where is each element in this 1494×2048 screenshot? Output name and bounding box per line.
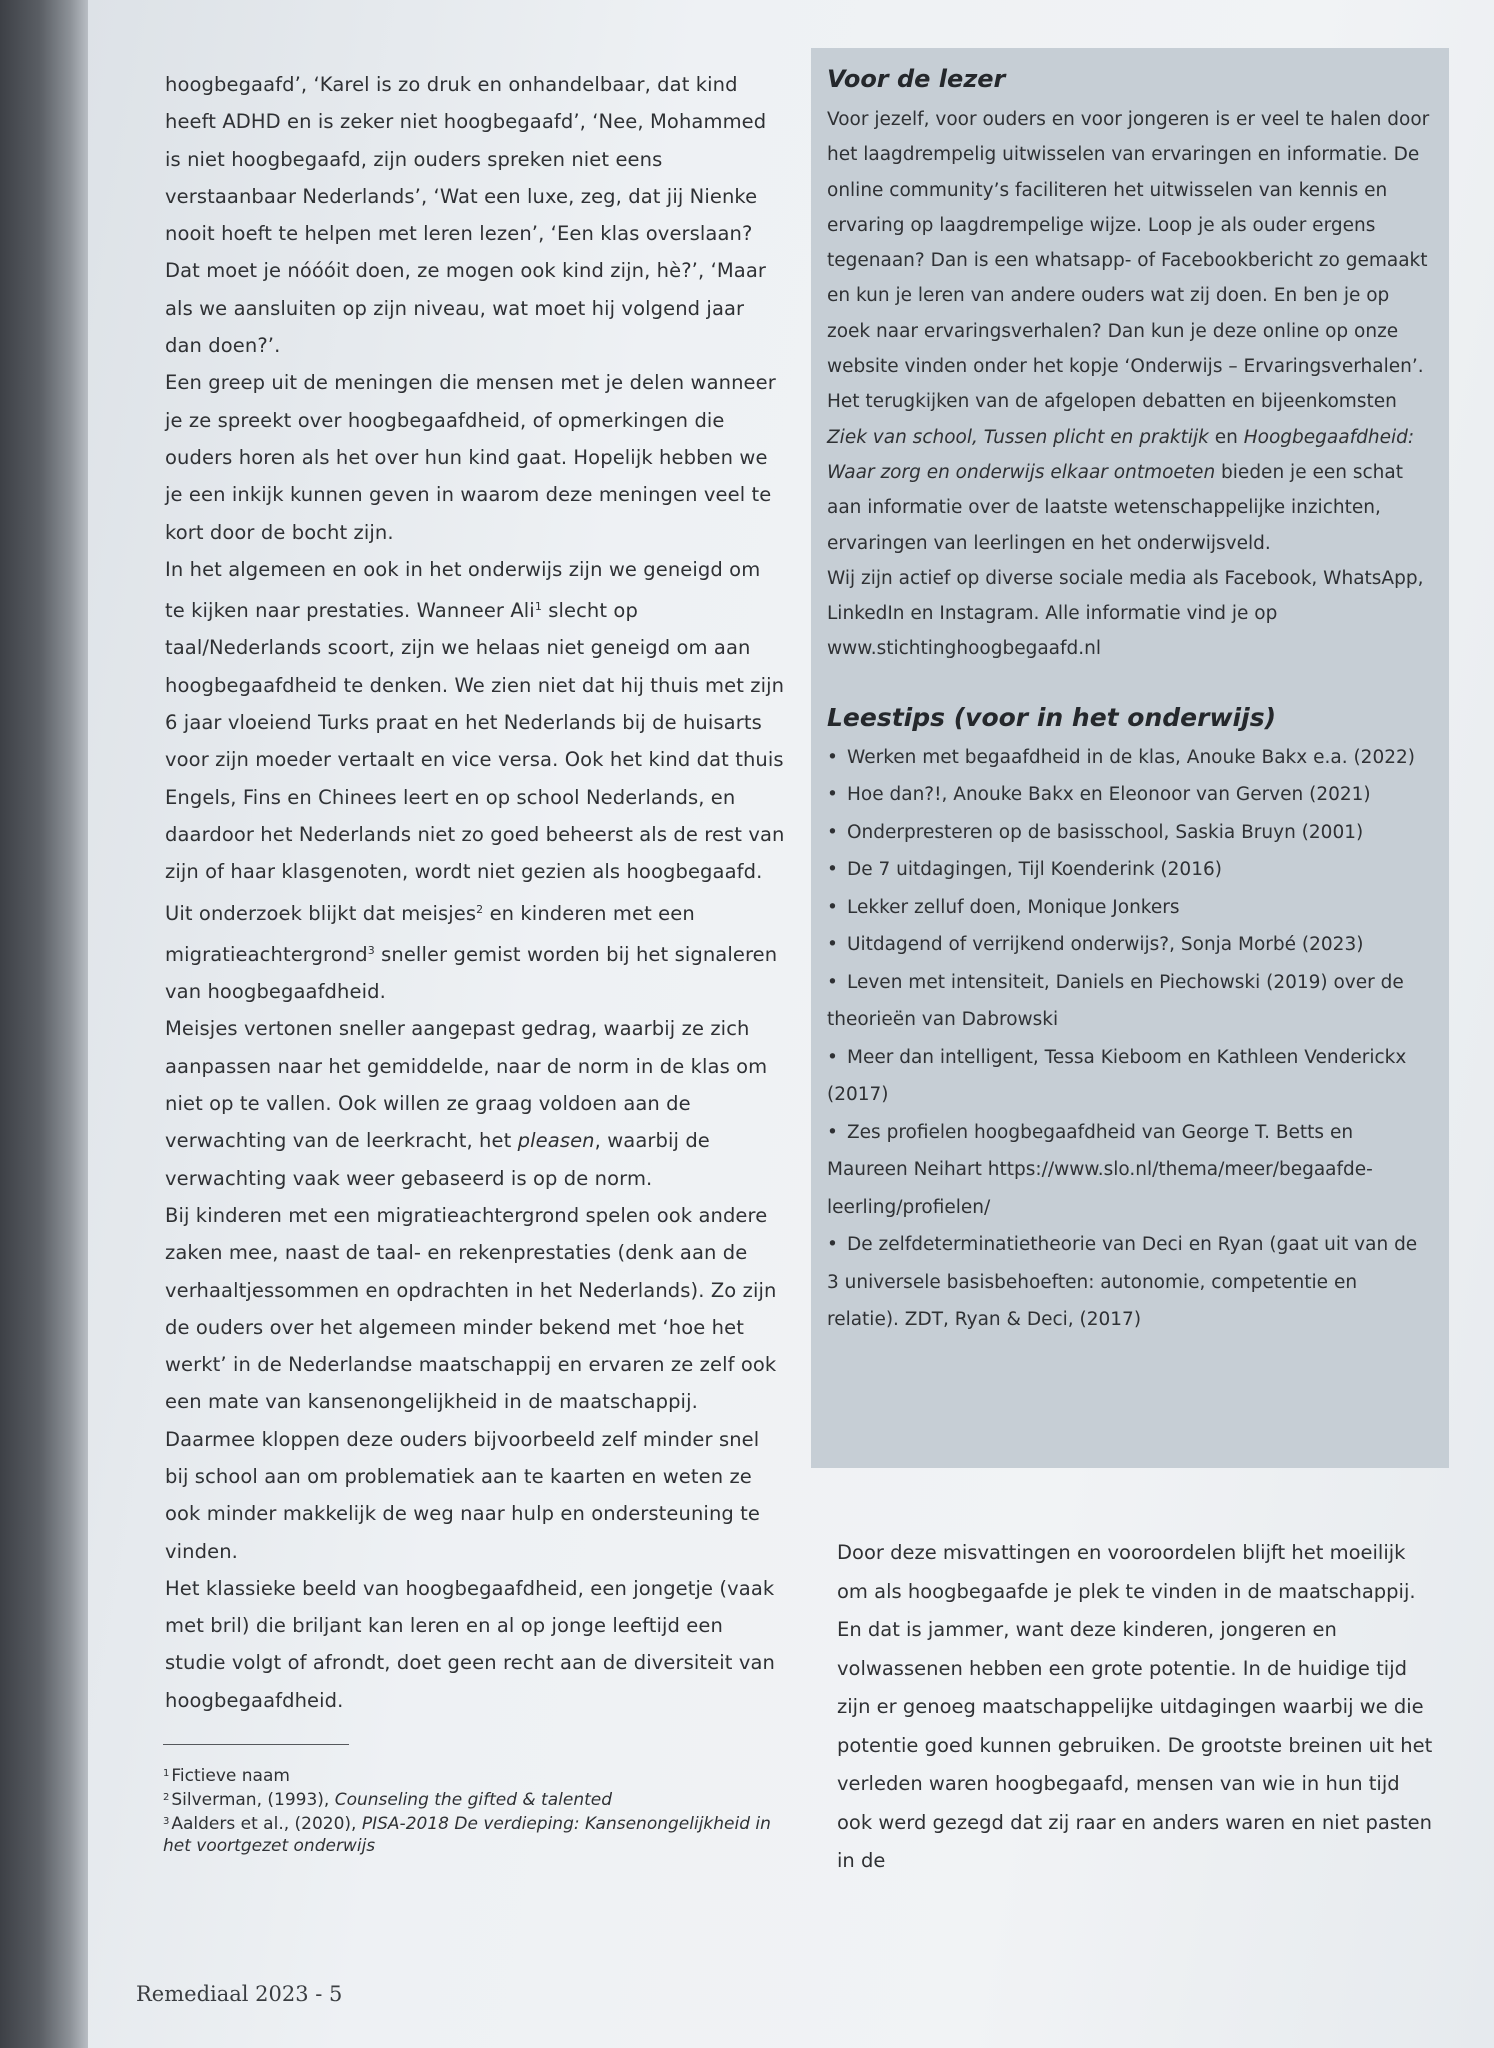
footnote-3	[163, 1811, 803, 1857]
list-item	[827, 964, 1433, 1039]
tip-text: Werken met begaafdheid in de klas, Anouke Bakx e.a. (2022)	[847, 746, 1415, 768]
paragraph-girls	[165, 1010, 785, 1196]
paragraph-classic-image: Het klassieke beeld van hoogbegaafdheid, een jongetje (vaak met bril) die briljant kan leren en al op jonge leeftijd een studie volgt of afrondt, doet geen recht aan de diversiteit van hoogbegaafdheid.	[165, 1576, 775, 1712]
footnote-1	[163, 1763, 803, 1787]
list-item	[827, 1114, 1433, 1227]
paragraph-research	[165, 891, 785, 1011]
tip-text: Uitdagend of verrijkend onderwijs?, Sonja Morbé (2023)	[847, 934, 1364, 956]
paragraph-quotes: hoogbegaafd’, ‘Karel is zo druk en onhandelbaar, dat kind heeft ADHD en is zeker niet hoogbegaafd’, ‘Nee, Mohammed is niet hoogbegaafd, zijn ouders spreken niet eens verstaanbaar Nederlands’, ‘Wat een luxe, zeg, dat jij Nienke nooit hoeft te helpen met leren lezen’, ‘Een klas overslaan? Dat moet je nóóóit doen, ze mogen ook kind zijn, hè?’, ‘Maar als we aansluiten op zijn niveau, wat moet hij volgend jaar dan doen?’.	[165, 73, 767, 358]
bullet-icon: •	[827, 1046, 838, 1068]
paragraph-performance-start: In het algemeen en ook in het onderwijs zijn we geneigd om te kijken naar prestaties. Wanneer Ali	[165, 557, 761, 623]
footnote-text: Aalders et al., (2020),	[171, 1814, 362, 1834]
bullet-icon: •	[827, 896, 838, 918]
footnote-ref-2: 2	[476, 902, 484, 916]
list-item	[827, 889, 1433, 927]
main-text-column	[165, 66, 785, 1719]
list-item	[827, 1039, 1433, 1114]
debates-text-and: en	[1208, 426, 1244, 448]
tip-text: Meer dan intelligent, Tessa Kieboom en Kathleen Venderickx (2017)	[827, 1046, 1407, 1106]
bullet-icon: •	[827, 784, 838, 806]
footnote-ref-3: 3	[367, 943, 375, 957]
bullet-icon: •	[827, 746, 838, 768]
list-item	[827, 739, 1433, 777]
paragraph-research-end: sneller gemist worden bij het signaleren van hoogbegaafdheid.	[165, 942, 778, 1004]
footnote-2	[163, 1787, 803, 1811]
sidebar-heading-reader: Voor de lezer	[827, 65, 1006, 93]
paragraph-research-middle: en kinderen met een migratieachtergrond	[165, 901, 695, 966]
bullet-icon: •	[827, 859, 838, 881]
paragraph-opinions: Een greep uit de meningen die mensen met je delen wanneer je ze spreekt over hoogbegaafdheid, of opmerkingen die ouders horen als het over hun kind gaat. Hopelijk hebben we je een inkijk kunnen geven in waarom deze meningen veel te kort door de bocht zijn.	[165, 371, 776, 544]
paragraph-conclusion: Door deze misvattingen en vooroordelen blijft het moeilijk om als hoogbegaafde je plek te vinden in de maatschappij. En dat is jammer, want deze kinderen, jongeren en volwassenen hebben een grote potentie. In de huidige tijd zijn er genoeg maatschappelijke uitdagingen waarbij we die potentie goed kunnen gebruiken. De grootste breinen uit het verleden waren hoogbegaafd, mensen van wie in hun tijd ook werd gezegd dat zij raar en anders waren en niet pasten in de	[837, 1541, 1433, 1872]
bullet-icon: •	[827, 821, 838, 843]
tip-text: De zelfdeterminatietheorie van Deci en Ryan (gaat uit van de 3 universele basisbehoeften: autonomie, competentie en relatie). ZDT, Ryan & Deci, (2017)	[827, 1234, 1418, 1331]
tip-text: Zes profielen hoogbegaafdheid van George T. Betts en Maureen Neihart https://www.slo.nl/thema/meer/begaafde-leerling/profielen/	[827, 1121, 1373, 1218]
footnote-number: 1	[163, 1768, 170, 1779]
page-number: Remediaal 2023 - 5	[136, 1982, 343, 2006]
reading-tips-list	[827, 739, 1433, 1339]
footnote-text: Fictieve naam	[171, 1766, 290, 1786]
debate-title-emphasis: Hoogbegaafdheid: Waar zorg en onderwijs elkaar ontmoeten	[827, 426, 1415, 483]
paragraph-performance-rest: slecht op taal/Nederlands scoort, zijn we helaas niet geneigd om aan hoogbegaafdheid te denken. We zien niet dat hij thuis met zijn 6 jaar vloeiend Turks praat en het Nederlands bij de huisarts voor zijn moeder vertaalt en vice versa. Ook het kind dat thuis Engels, Fins en Chinees leert en op school Nederlands, en daardoor het Nederlands niet zo goed beheerst als de rest van zijn of haar klasgenoten, wordt niet gezien als hoogbegaafd.	[165, 599, 785, 884]
sidebar-box	[811, 48, 1449, 1468]
bullet-icon: •	[827, 1234, 838, 1256]
right-text-column	[837, 1534, 1437, 1881]
sidebar-heading-reading-tips: Leestips (voor in het onderwijs)	[827, 702, 1276, 732]
debates-text-end: bieden je een schat aan informatie over de laatste wetenschappelijke inzichten, ervaringen van leerlingen en het onderwijsveld.	[827, 461, 1403, 554]
bullet-icon: •	[827, 1121, 838, 1143]
footnote-title: PISA-2018 De verdieping: Kansenongelijkheid in het voortgezet onderwijs	[163, 1814, 771, 1856]
bullet-icon: •	[827, 934, 838, 956]
list-item	[827, 1226, 1433, 1339]
footnote-title: Counseling the gifted & talented	[334, 1790, 613, 1810]
tip-text: Leven met intensiteit, Daniels en Piechowski (2019) over de theorieën van Dabrowski	[827, 971, 1404, 1031]
tip-text: Onderpresteren op de basisschool, Saskia Bruyn (2001)	[847, 821, 1364, 843]
sidebar-paragraph-debates	[827, 384, 1433, 560]
paragraph-migration: Bij kinderen met een migratieachtergrond spelen ook andere zaken mee, naast de taal- en rekenprestaties (denk aan de verhaaltjessommen en opdrachten in het Nederlands). Zo zijn de ouders over het algemeen minder bekend met ‘hoe het werkt’ in de Nederlandse maatschappij en ervaren ze zelf ook een mate van kansenongelijkheid in de maatschappij. Daarmee kloppen deze ouders bijvoorbeeld zelf minder snel bij school aan om problematiek aan te kaarten en weten ze ook minder makkelijk de weg naar hulp en ondersteuning te vinden.	[165, 1203, 777, 1563]
debates-text-start: Het terugkijken van de afgelopen debatten en bijeenkomsten	[827, 391, 1397, 413]
footnotes	[163, 1763, 803, 1857]
list-item	[827, 926, 1433, 964]
tip-text: De 7 uitdagingen, Tijl Koenderink (2016)	[847, 859, 1222, 881]
book-spine-shadow	[0, 0, 88, 2048]
debates-titles-emphasis: Ziek van school, Tussen plicht en praktijk	[827, 426, 1209, 448]
footnote-divider	[163, 1744, 349, 1745]
list-item	[827, 851, 1433, 889]
footnote-number: 2	[163, 1792, 170, 1803]
sidebar-paragraph-community: Voor jezelf, voor ouders en voor jongeren is er veel te halen door het laagdrempelig uitwisselen van ervaringen en informatie. De online community’s faciliteren het uitwisselen van kennis en ervaring op laagdrempelige wijze. Loop je als ouder ergens tegenaan? Dan is een whatsapp- of Facebookbericht zo gemaakt en kun je leren van andere ouders wat zij doen. En ben je op zoek naar ervaringsverhalen? Dan kun je deze online op onze website vinden onder het kopje ‘Onderwijs – Ervaringsverhalen’.	[827, 109, 1430, 378]
list-item	[827, 776, 1433, 814]
pleasen-emphasis: pleasen	[517, 1129, 595, 1153]
paragraph-research-start: Uit onderzoek blijkt dat meisjes	[165, 901, 477, 925]
paragraph-girls-start: Meisjes vertonen sneller aangepast gedrag, waarbij ze zich aanpassen naar het gemiddelde, naar de norm in de klas om niet op te vallen. Ook willen ze graag voldoen aan de verwachting van de leerkracht, het	[165, 1017, 768, 1153]
sidebar-paragraph-social: Wij zijn actief op diverse sociale media als Facebook, WhatsApp, LinkedIn en Instagram. Alle informatie vind je op www.stichtinghoogbegaafd.nl	[827, 567, 1424, 660]
paragraph-girls-end: , waarbij de verwachting vaak weer gebaseerd is op de norm.	[165, 1129, 710, 1190]
footnote-number: 3	[163, 1816, 170, 1827]
footnote-ref-1: 1	[534, 600, 542, 614]
footnote-text: Silverman, (1993),	[171, 1790, 335, 1810]
list-item	[827, 814, 1433, 852]
tip-text: Hoe dan?!, Anouke Bakx en Eleonoor van Gerven (2021)	[847, 784, 1371, 806]
bullet-icon: •	[827, 971, 838, 993]
paragraph-performance	[165, 551, 785, 891]
tip-text: Lekker zelluf doen, Monique Jonkers	[847, 896, 1180, 918]
